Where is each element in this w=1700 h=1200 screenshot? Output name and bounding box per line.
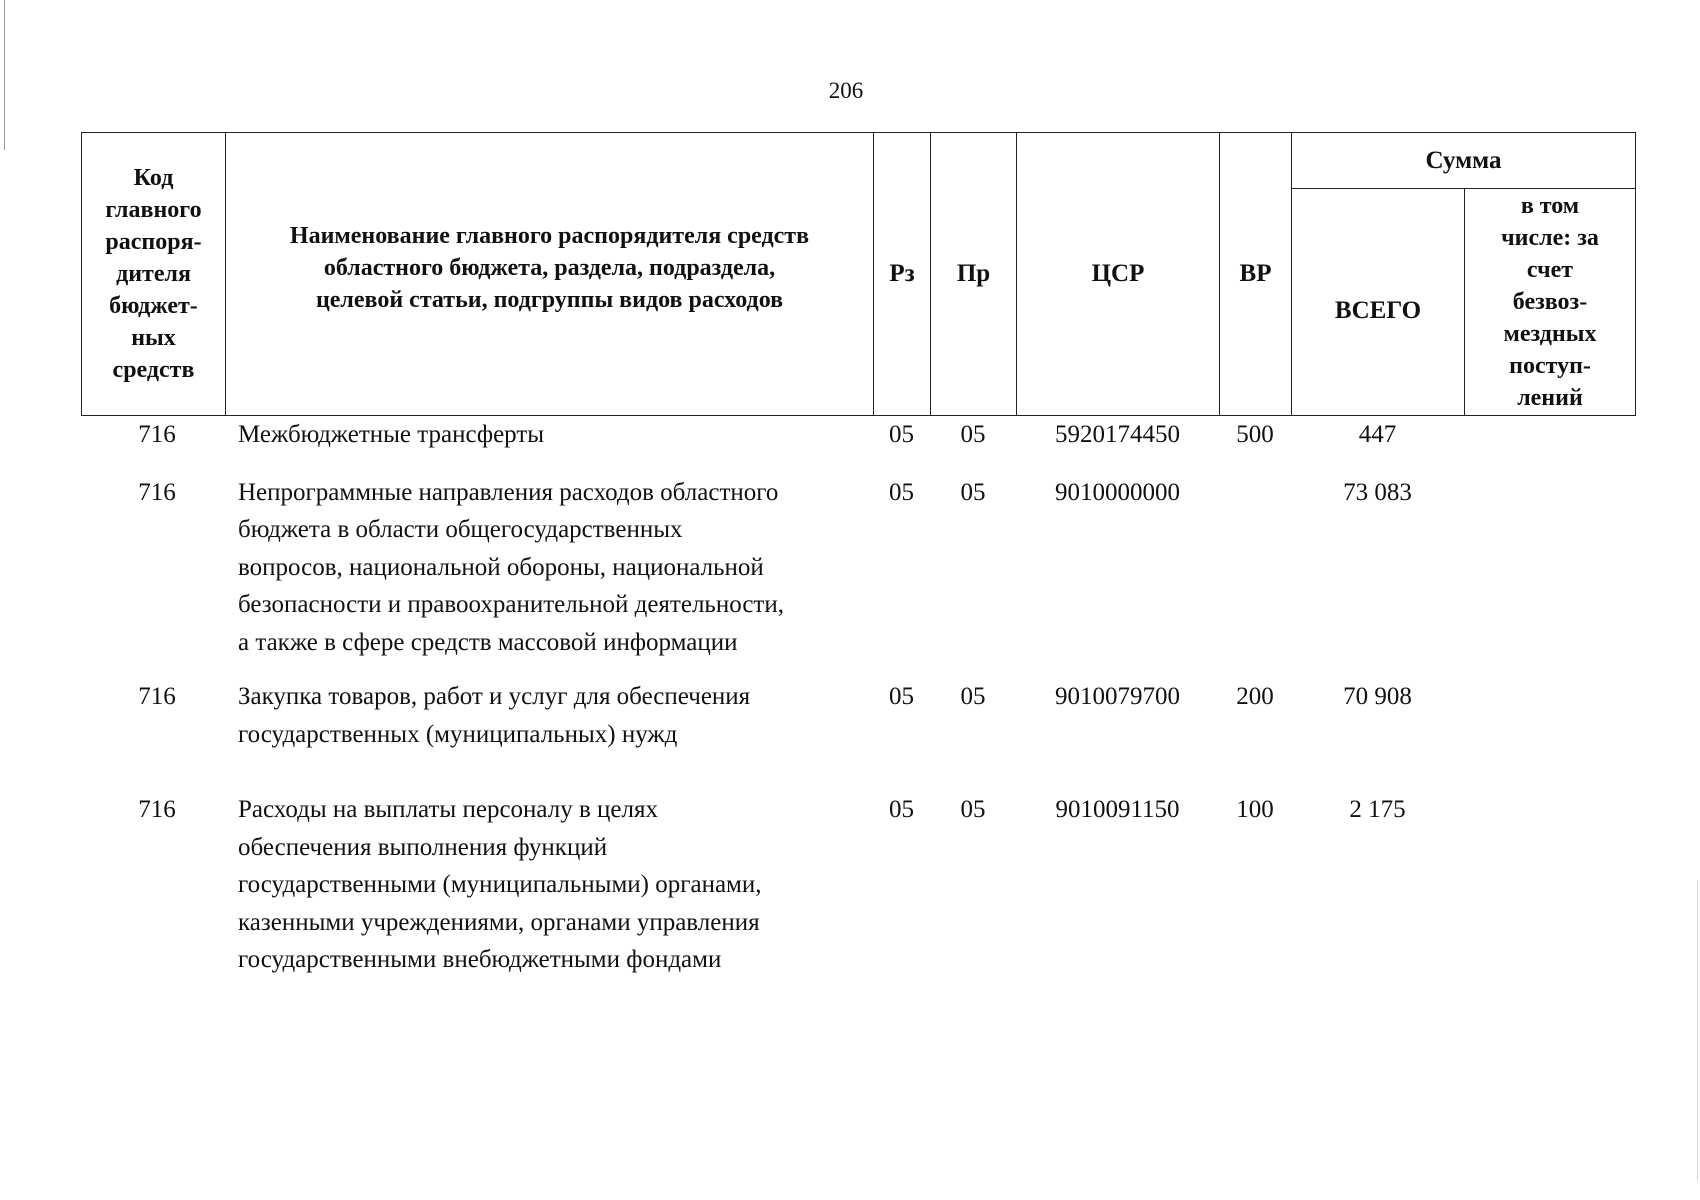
header-pr: Пр	[931, 133, 1017, 416]
row-name: Расходы на выплаты персоналу в целях обеспечения выполнения функций государственными (муниципальными) органами, казенными учреждениями, органами управления государственными внебюджетными фондами	[238, 796, 762, 973]
row-csr: 9010000000	[1055, 478, 1180, 506]
table-row	[81, 791, 1635, 979]
row-csr: 9010079700	[1055, 683, 1180, 710]
row-vtom	[1464, 474, 1635, 662]
row-vr: 100	[1236, 796, 1274, 823]
row-vtom	[1464, 678, 1635, 753]
row-vsego: 447	[1358, 421, 1397, 448]
scan-edge-right	[1697, 880, 1698, 1180]
row-code: 716	[138, 683, 176, 710]
scan-edge-left	[4, 0, 5, 150]
table-header	[81, 132, 1636, 416]
row-rz: 05	[889, 683, 914, 710]
row-code: 716	[138, 796, 176, 823]
header-csr: ЦСР	[1017, 133, 1220, 416]
row-pr: 05	[960, 796, 986, 823]
table-row	[81, 678, 1635, 753]
row-name: Межбюджетные трансферты	[238, 421, 545, 448]
row-rz: 05	[889, 796, 914, 823]
row-vr: 200	[1236, 683, 1274, 710]
header-rz: Рз	[874, 133, 931, 416]
table-row	[81, 474, 1635, 662]
header-code: Код главного распоря- дителя бюджет- ных средств	[82, 133, 226, 416]
row-vsego: 2 175	[1349, 796, 1406, 823]
row-csr: 5920174450	[1055, 421, 1180, 448]
row-code: 716	[138, 421, 176, 448]
row-vtom	[1464, 416, 1635, 454]
row-rz: 05	[889, 478, 914, 506]
row-name: Непрограммные направления расходов областного бюджета в области общегосударственных вопросов, национальной обороны, национальной безопасности и правоохранительной деятельности, а также в сфере средств массовой информации	[238, 478, 784, 656]
header-vr: ВР	[1220, 133, 1292, 416]
row-pr: 05	[960, 683, 986, 710]
row-vsego: 73 083	[1343, 478, 1412, 506]
row-vr: 500	[1236, 421, 1274, 448]
header-name: Наименование главного распорядителя средств областного бюджета, раздела, подраздела, целевой статьи, подгруппы видов расходов	[226, 133, 874, 416]
header-vsego: ВСЕГО	[1292, 189, 1465, 416]
header-vtom: в том числе: за счет безвоз- мездных поступ- лений	[1465, 189, 1636, 416]
row-csr: 9010091150	[1055, 796, 1180, 823]
row-vtom	[1464, 791, 1635, 979]
page-number: 206	[828, 78, 864, 103]
row-code: 716	[138, 478, 176, 506]
row-rz: 05	[889, 421, 914, 448]
header-summa: Сумма	[1292, 133, 1636, 189]
table-body	[81, 416, 1635, 979]
row-pr: 05	[960, 421, 986, 448]
row-pr: 05	[960, 478, 986, 506]
row-vsego: 70 908	[1343, 683, 1412, 710]
row-vr	[1219, 474, 1291, 662]
row-name: Закупка товаров, работ и услуг для обеспечения государственных (муниципальных) нужд	[238, 683, 751, 748]
table-row	[81, 416, 1635, 454]
